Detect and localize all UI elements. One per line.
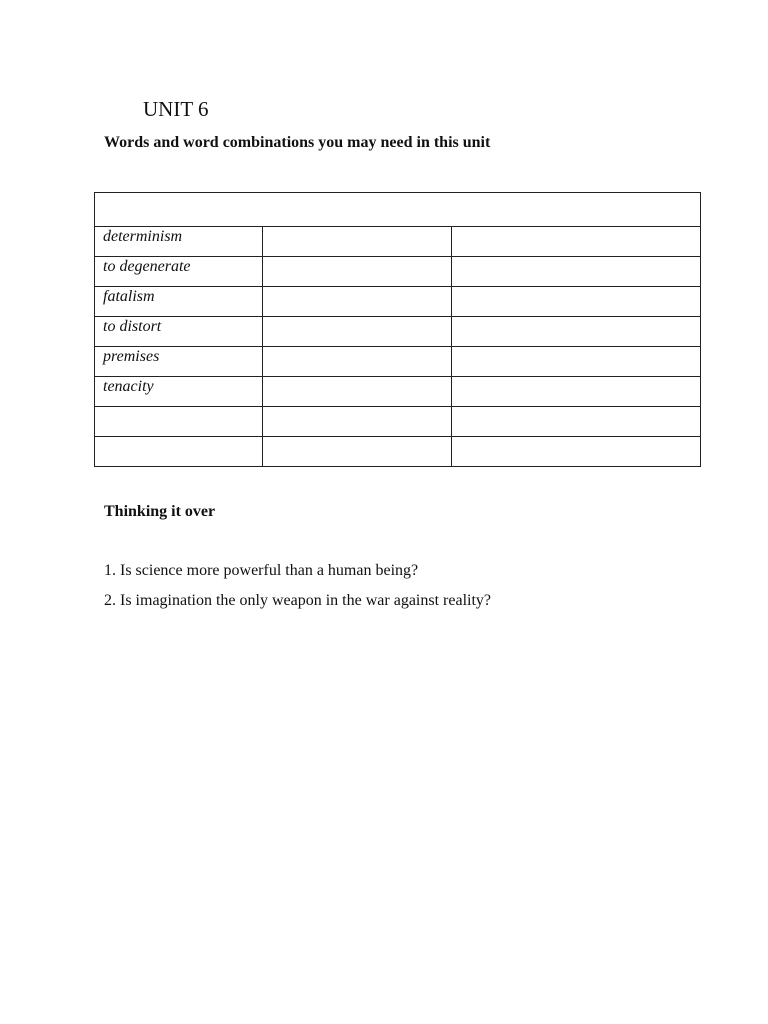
blank-cell [452,227,701,257]
unit-title: UNIT 6 [143,97,209,121]
table-row [95,347,701,377]
term-cell: to degenerate [95,257,263,287]
blank-cell [263,377,452,407]
subtitle: Words and word combinations you may need in this unit [104,134,491,151]
blank-cell [263,437,452,467]
table-row [95,437,701,467]
term-cell: tenacity [95,377,263,407]
term-cell: determinism [95,227,263,257]
blank-cell [263,317,452,347]
term-cell: fatalism [95,287,263,317]
table-row [95,407,701,437]
table-row [95,317,701,347]
term-cell: to distort [95,317,263,347]
term-cell [95,437,263,467]
blank-cell [263,407,452,437]
table-row [95,257,701,287]
question-list [104,561,491,621]
term-cell: premises [95,347,263,377]
table-row [95,377,701,407]
blank-cell [452,347,701,377]
blank-cell [452,407,701,437]
question-item: 2. Is imagination the only weapon in the war against reality? [104,592,491,609]
blank-cell [452,317,701,347]
table-header-cell [95,193,701,227]
blank-cell [452,287,701,317]
vocabulary-table [94,192,701,467]
blank-cell [263,347,452,377]
blank-cell [263,227,452,257]
table-header-row [95,193,701,227]
section-heading: Thinking it over [104,503,216,520]
blank-cell [452,437,701,467]
blank-cell [452,257,701,287]
term-cell [95,407,263,437]
blank-cell [263,287,452,317]
blank-cell [452,377,701,407]
table-row [95,227,701,257]
blank-cell [263,257,452,287]
question-item: 1. Is science more powerful than a human being? [104,562,419,579]
table-row [95,287,701,317]
